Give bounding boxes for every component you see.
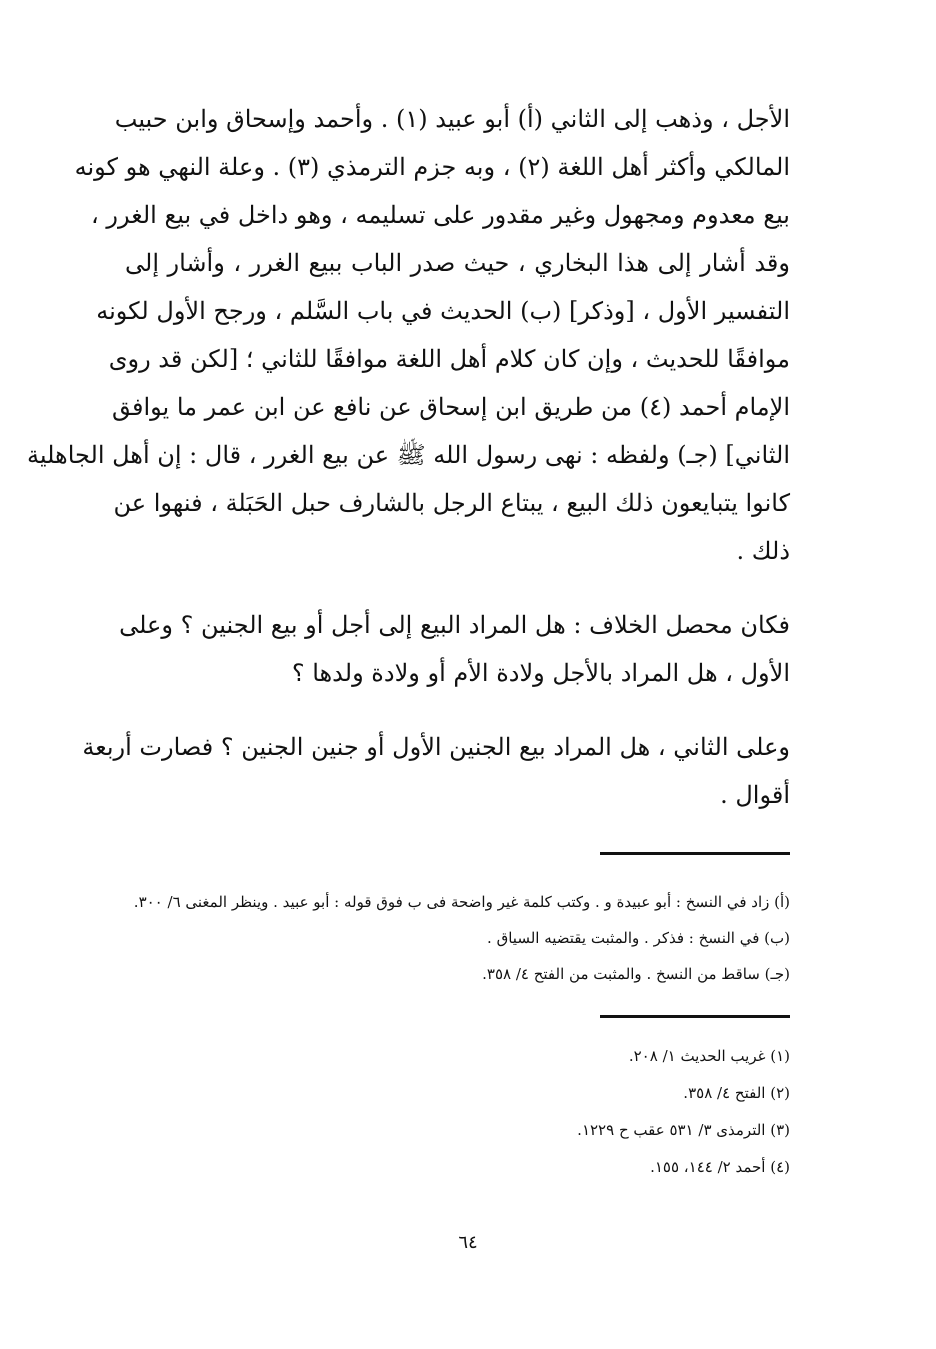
reference-note: (٣) الترمذى ٣/ ٥٣١ عقب ح ١٢٢٩. [577, 1121, 790, 1139]
text-line: بيع معدوم ومجهول وغير مقدور على تسليمه ، وهو داخل في بيع الغرر ، [91, 201, 790, 229]
paragraph-2 [119, 601, 790, 697]
footnote-divider [600, 1015, 790, 1018]
text-line: التفسير الأول ، [وذكر] (ب) الحديث في باب السَّلم ، ورجح الأول لكونه [96, 297, 790, 325]
text-line: وعلى الثاني ، هل المراد بيع الجنين الأول أو جنين الجنين ؟ فصارت أربعة [82, 733, 790, 761]
text-line: المالكي وأكثر أهل اللغة (٢) ، وبه جزم الترمذي (٣) . وعلة النهي هو كونه [74, 153, 790, 181]
text-line: الأول ، هل المراد بالأجل ولادة الأم أو ولادة ولدها ؟ [291, 659, 790, 687]
text-line: ذلك . [736, 537, 790, 565]
text-line: الإمام أحمد (٤) من طريق ابن إسحاق عن نافع عن ابن عمر ما يوافق [111, 393, 790, 421]
variant-note: (أ) زاد في النسخ : أبو عبيدة و . وكتب كلمة غير واضحة فى ب فوق قوله : أبو عبيد . وينظر المغنى ٦/ ٣٠٠. [133, 893, 790, 911]
text-line: موافقًا للحديث ، وإن كان كلام أهل اللغة موافقًا للثاني ؛ [لكن قد روى [108, 345, 790, 373]
footnote-divider [600, 852, 790, 855]
text-line: كانوا يتبايعون ذلك البيع ، يبتاع الرجل بالشارف حبل الحَبَلة ، فنهوا عن [113, 489, 790, 517]
text-line: الثاني] (جـ) ولفظه : نهى رسول الله ﷺ عن بيع الغرر ، قال : إن أهل الجاهلية [26, 441, 790, 469]
reference-note: (١) غريب الحديث ١/ ٢٠٨. [628, 1047, 790, 1065]
text-line: فكان محصل الخلاف : هل المراد البيع إلى أجل أو بيع الجنين ؟ وعلى [119, 611, 790, 639]
text-line: الأجل ، وذهب إلى الثاني (أ) أبو عبيد (١) . وأحمد وإسحاق وابن حبيب [114, 105, 790, 133]
reference-note: (٤) أحمد ٢/ ١٤٤، ١٥٥. [650, 1158, 790, 1176]
reference-note: (٢) الفتح ٤/ ٣٥٨. [683, 1084, 790, 1102]
paragraph-1 [26, 95, 790, 575]
paragraph-3 [82, 723, 790, 819]
text-line: وقد أشار إلى هذا البخاري ، حيث صدر الباب ببيع الغرر ، وأشار إلى [125, 249, 790, 277]
page-number: ٦٤ [458, 1232, 478, 1253]
text-line: أقوال . [720, 781, 790, 809]
main-text [26, 95, 790, 819]
variant-note: (ب) في النسخ : فذكر . والمثبت يقتضيه السياق . [487, 929, 790, 947]
variant-note: (جـ) ساقط من النسخ . والمثبت من الفتح ٤/ ٣٥٨. [482, 965, 790, 983]
